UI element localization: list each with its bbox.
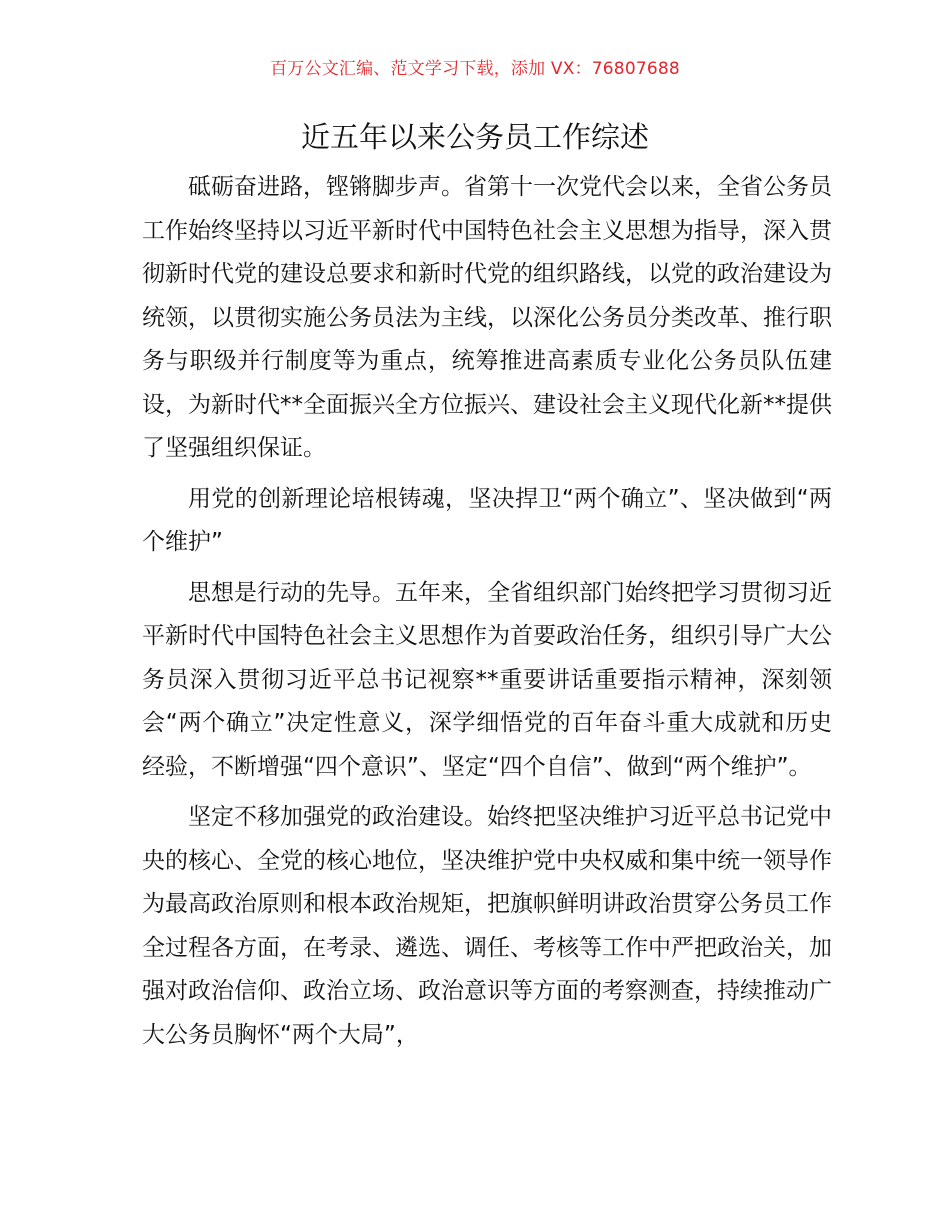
paragraph-thought: 思想是行动的先导。五年来，全省组织部门始终把学习贯彻习近平新时代中国特色社会主义思想作为首要政治任务，组织引导广大公务员深入贯彻习近平总书记视察**重要讲话重要指示精神，深刻领会“两个确立”决定性意义，深学细悟党的百年奋斗重大成就和历史经验，不断增强“四个意识”、坚定“四个自信”、做到“两个维护”。 <box>142 579 832 780</box>
watermark-header: 百万公文汇编、范文学习下载，添加 VX：76807688 <box>270 59 680 79</box>
section-heading: 用党的创新理论培根铸魂，坚决捍卫“两个确立”、坚决做到“两个维护” <box>142 485 832 555</box>
paragraph-intro: 砥砺奋进路，铿锵脚步声。省第十一次党代会以来，全省公务员工作始终坚持以习近平新时代中国特色社会主义思想为指导，深入贯彻新时代党的建设总要求和新时代党的组织路线，以党的政治建设为统领，以贯彻实施公务员法为主线，以深化公务员分类改革、推行职务与职级并行制度等为重点，统筹推进高素质专业化公务员队伍建设，为新时代**全面振兴全方位振兴、建设社会主义现代化新**提供了坚强组织保证。 <box>142 174 832 461</box>
paragraph-political: 坚定不移加强党的政治建设。始终把坚决维护习近平总书记党中央的核心、全党的核心地位，坚决维护党中央权威和集中统一领导作为最高政治原则和根本政治规矩，把旗帜鲜明讲政治贯穿公务员工作全过程各方面，在考录、遴选、调任、考核等工作中严把政治关，加强对政治信仰、政治立场、政治意识等方面的考察测查，持续推动广大公务员胸怀“两个大局”， <box>142 804 832 1048</box>
document-title: 近五年以来公务员工作综述 <box>300 120 649 154</box>
document-body <box>142 166 832 1057</box>
